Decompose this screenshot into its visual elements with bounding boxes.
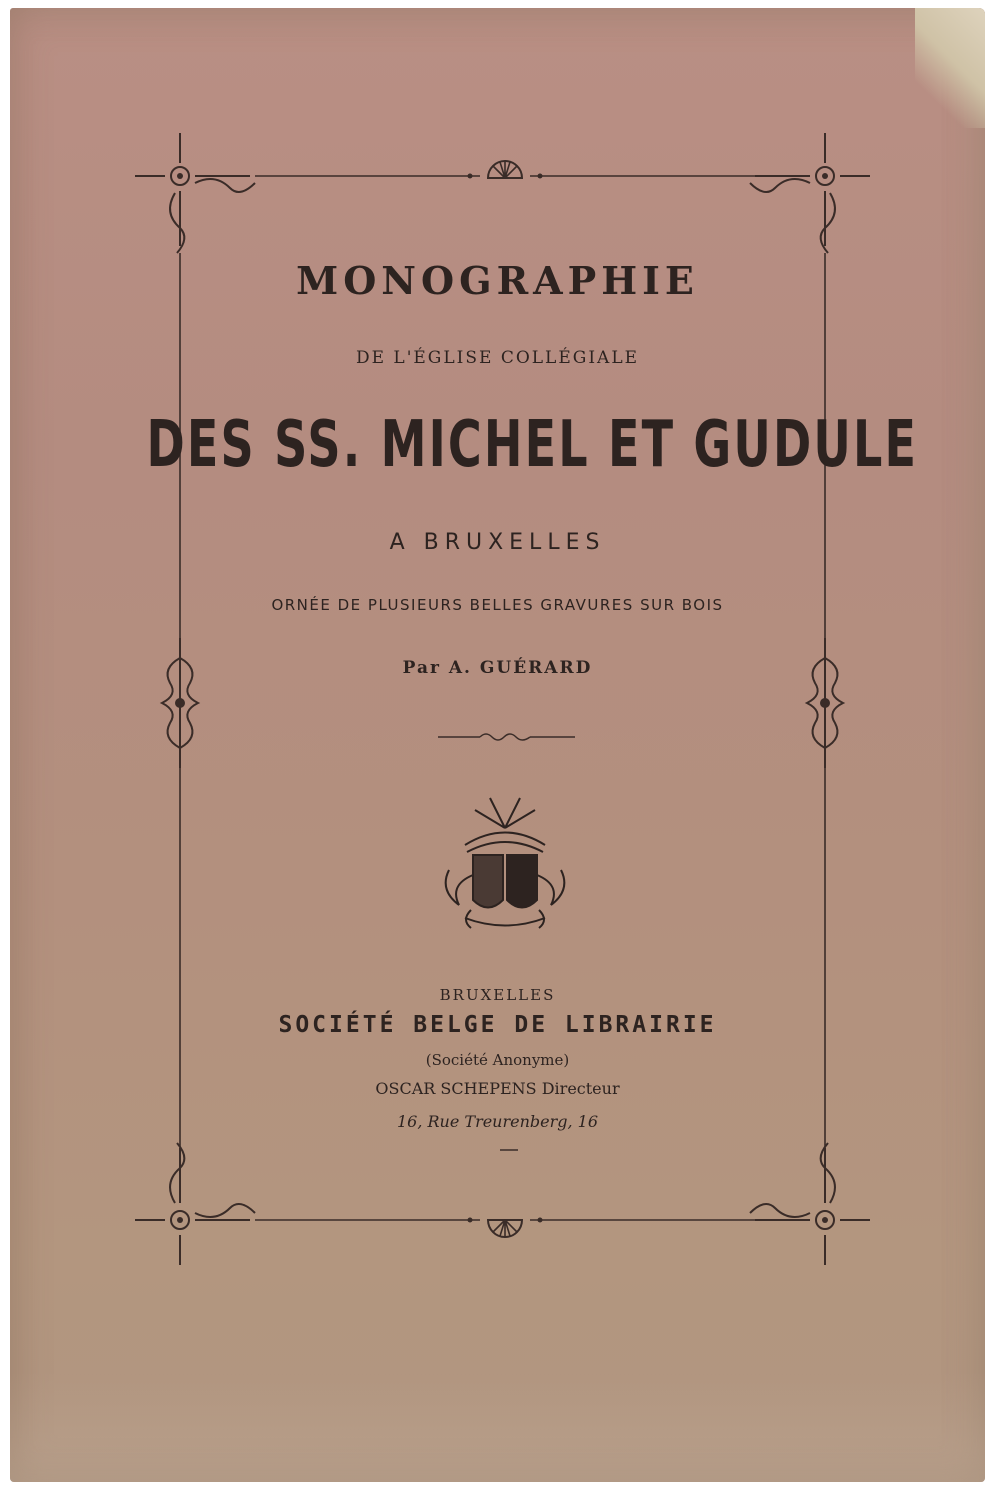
cover-description: ORNÉE DE PLUSIEURS BELLES GRAVURES SUR BOIS <box>271 596 724 614</box>
cover-author: Par A. GUÉRARD <box>402 658 593 678</box>
cover-title: MONOGRAPHIE <box>296 258 699 303</box>
cover-subtitle: DE L'ÉGLISE COLLÉGIALE <box>355 348 640 368</box>
corner-ornament-top-right <box>750 133 870 253</box>
cover-main-title: DES SS. MICHEL ET GUDULE <box>146 408 919 482</box>
ornamental-frame <box>10 8 985 1482</box>
corner-ornament-top-left <box>135 133 255 253</box>
corner-ornament-bottom-left <box>135 1143 255 1265</box>
coat-of-arms-emblem <box>435 790 575 940</box>
cover-location: A BRUXELLES <box>389 530 606 555</box>
book-cover <box>10 8 985 1482</box>
publisher-type: (Société Anonyme) <box>425 1051 570 1069</box>
publisher-name: SOCIÉTÉ BELGE DE LIBRAIRIE <box>278 1012 717 1038</box>
publisher-address: 16, Rue Treurenberg, 16 <box>396 1112 599 1131</box>
corner-ornament-bottom-right <box>750 1143 870 1265</box>
publisher-city: BRUXELLES <box>439 986 556 1004</box>
title-divider <box>438 734 575 740</box>
publisher-director: OSCAR SCHEPENS Directeur <box>375 1079 620 1098</box>
